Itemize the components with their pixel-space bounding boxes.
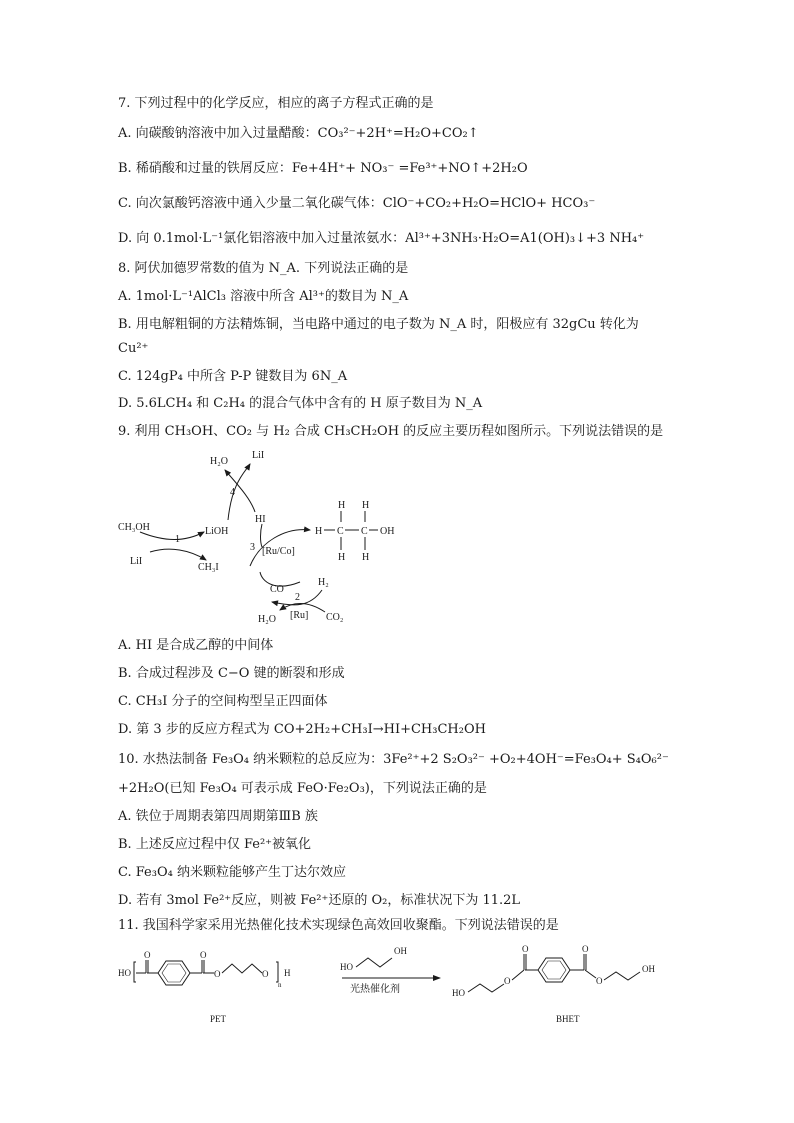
diagram-catalyst3: [Ru/Co]	[262, 546, 295, 557]
diagram-step3: 3	[250, 542, 255, 553]
pet-ho: HO	[118, 968, 131, 978]
q10-option-c: C. Fe₃O₄ 纳米颗粒能够产生丁达尔效应	[118, 865, 346, 880]
diagram-lii-top: LiI	[252, 450, 265, 461]
q8-option-d: D. 5.6LCH₄ 和 C₂H₄ 的混合气体中含有的 H 原子数目为 N_A	[118, 396, 483, 411]
q9-option-a: A. HI 是合成乙醇的中间体	[118, 638, 274, 653]
pet-o3: O	[214, 969, 221, 979]
bhet-o3: O	[582, 944, 589, 954]
bhet-o2: O	[522, 944, 529, 954]
q7-option-c: C. 向次氯酸钙溶液中通入少量二氧化碳气体：ClO⁻+CO₂+H₂O=HClO+ HCO₃⁻	[118, 196, 596, 211]
q9-stem: 9. 利用 CH₃OH、CO₂ 与 H₂ 合成 CH₃CH₂OH 的反应主要历程如图所示。下列说法错误的是	[118, 424, 664, 439]
diagram-hi: HI	[255, 514, 266, 525]
q8-option-c: C. 124gP₄ 中所含 P-P 键数目为 6N_A	[118, 369, 348, 384]
diagram-h2o-bottom: H₂O	[258, 614, 276, 625]
q9-option-d: D. 第 3 步的反应方程式为 CO+2H₂+CH₃I→HI+CH₃CH₂OH	[118, 722, 486, 737]
diagram-step1: 1	[175, 534, 180, 545]
diagram-product-h5: H	[362, 552, 370, 563]
q7-option-a: A. 向碳酸钠溶液中加入过量醋酸：CO₃²⁻+2H⁺=H₂O+CO₂↑	[118, 126, 479, 141]
diagram-product-h1: H	[338, 500, 346, 511]
diagram-lii: LiI	[130, 556, 143, 567]
bhet-o4: O	[596, 976, 603, 986]
diagram-co2: CO₂	[326, 612, 344, 623]
diagram-product-c1: C	[337, 526, 344, 537]
q11-stem: 11. 我国科学家采用光热催化技术实现绿色高效回收聚酯。下列说法错误的是	[118, 918, 559, 933]
q8-stem: 8. 阿伏加德罗常数的值为 N_A. 下列说法正确的是	[118, 261, 409, 276]
q9-option-c: C. CH₃I 分子的空间构型呈正四面体	[118, 694, 328, 709]
diagram-h2o-top: H₂O	[210, 456, 228, 467]
diagram-step4: 4	[230, 487, 235, 498]
pet-o1: O	[144, 950, 151, 960]
diagram-product-h2: H	[362, 500, 370, 511]
q8-option-b-line1: B. 用电解粗铜的方法精炼铜，当电路中通过的电子数为 N_A 时，阳极应有 32gCu 转化为	[118, 317, 639, 332]
label-pet: PET	[210, 1014, 227, 1024]
q10-stem-line2: +2H₂O(已知 Fe₃O₄ 可表示成 FeO·Fe₂O₃)，下列说法正确的是	[118, 781, 487, 796]
bhet-oh: OH	[642, 964, 655, 974]
pet-h: H	[284, 968, 291, 978]
diagram-product-c2: C	[361, 526, 368, 537]
bhet-ho: HO	[452, 988, 465, 998]
pet-o-end: O	[262, 969, 269, 979]
diagram-h2: H₂	[318, 577, 329, 588]
q10-option-a: A. 铁位于周期表第四周期第ⅢB 族	[118, 809, 318, 824]
bhet-o1: O	[504, 976, 511, 986]
pet-o2: O	[200, 950, 207, 960]
q10-stem-line1: 10. 水热法制备 Fe₃O₄ 纳米颗粒的总反应为：3Fe²⁺+2 S₂O₃²⁻ +O₂+4OH⁻=Fe₃O₄+ S₄O₆²⁻	[118, 752, 669, 767]
reagent-ho: HO	[340, 962, 353, 972]
q7-option-b: B. 稀硝酸和过量的铁屑反应：Fe+4H⁺+ NO₃⁻ =Fe³⁺+NO↑+2H₂O	[118, 161, 528, 176]
q9-option-b: B. 合成过程涉及 C−O 键的断裂和形成	[118, 666, 345, 681]
q10-option-b: B. 上述反应过程中仅 Fe²⁺被氧化	[118, 837, 312, 852]
q7-option-d: D. 向 0.1mol·L⁻¹氯化铝溶液中加入过量浓氨水：Al³⁺+3NH₃·H₂O=A1(OH)₃↓+3 NH₄⁺	[118, 231, 645, 246]
pet-n: n	[278, 981, 282, 989]
reaction-condition: 光热催化剂	[350, 984, 400, 995]
diagram-co: CO	[270, 584, 284, 595]
diagram-step2: 2	[295, 592, 300, 603]
q9-reaction-diagram	[110, 442, 430, 634]
reagent-oh: OH	[394, 946, 407, 956]
q10-option-d: D. 若有 3mol Fe²⁺反应，则被 Fe²⁺还原的 O₂，标准状况下为 11.2L	[118, 893, 521, 908]
diagram-ch3i: CH₃I	[198, 562, 219, 573]
diagram-product-h4: H	[338, 552, 346, 563]
diagram-product-h3: H	[315, 526, 323, 537]
q7-stem: 7. 下列过程中的化学反应，相应的离子方程式正确的是	[118, 96, 434, 111]
q8-option-a: A. 1mol·L⁻¹AlCl₃ 溶液中所含 Al³⁺的数目为 N_A	[118, 289, 409, 304]
diagram-lioh: LiOH	[205, 526, 229, 537]
q11-reaction-diagram	[110, 940, 690, 1030]
diagram-catalyst2: [Ru]	[290, 610, 309, 621]
diagram-ch3oh: CH₃OH	[118, 522, 150, 533]
label-bhet: BHET	[556, 1014, 580, 1024]
diagram-product-oh: OH	[380, 526, 395, 537]
q8-option-b-line2: Cu²⁺	[118, 341, 149, 356]
